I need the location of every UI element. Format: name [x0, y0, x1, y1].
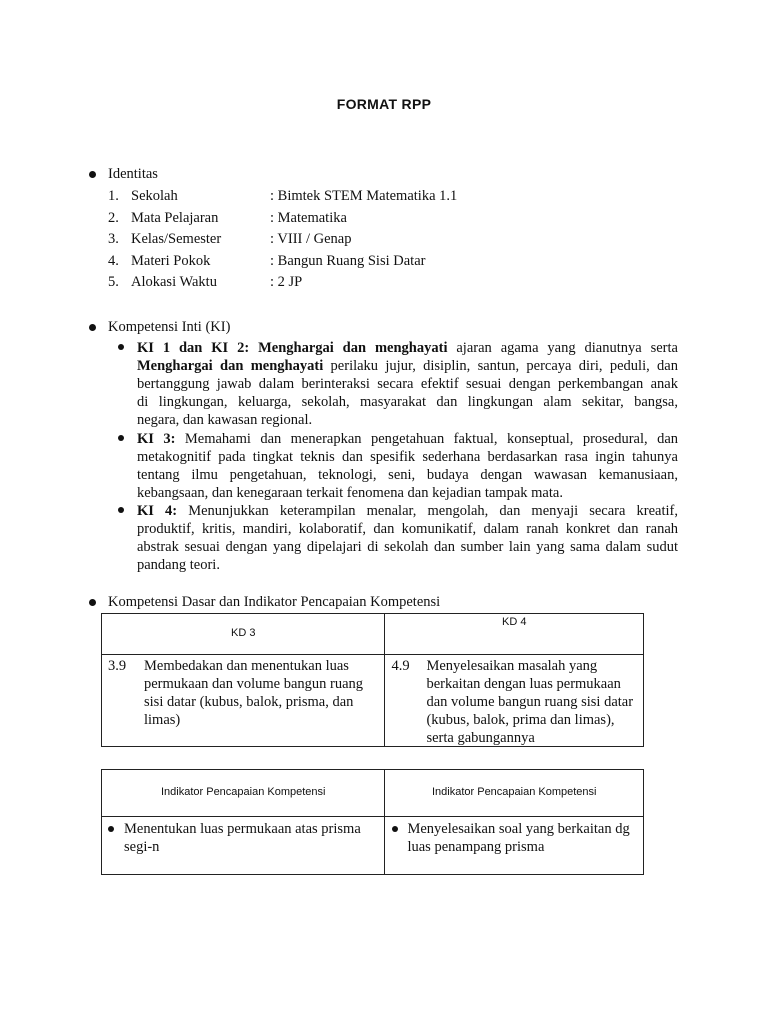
ki3-line: metakognitif pada tingkat teknis dan spesifik sederhana berdasarkan rasa ingin tahunya — [137, 449, 678, 465]
ipk-col1-line: segi-n — [124, 839, 160, 855]
kd3-header: KD 3 — [231, 627, 256, 639]
kd4-text-line: dan volume bangun ruang sisi datar — [426, 694, 634, 710]
ki12-line — [137, 339, 678, 357]
row-number: 4. — [108, 253, 119, 269]
ki3-line: kebangsaan, dan kenegaraan terkait fenomena dan kejadian tampak mata. — [137, 485, 563, 501]
kd3-number: 3.9 — [108, 658, 127, 674]
ki12-line: bertanggung jawab dalam berinteraksi secara efektif sesuai dengan perkembangan anak — [137, 376, 678, 392]
kd-heading: Kompetensi Dasar dan Indikator Pencapaian Kompetensi — [108, 594, 441, 610]
bullet-icon — [118, 344, 124, 350]
ki12-paragraph — [137, 339, 678, 429]
ki12-text: perilaku jujur, disiplin, santun, percaya diri, peduli, dan — [323, 358, 678, 374]
kd3-text-line: limas) — [144, 712, 181, 728]
bullet-icon — [118, 507, 124, 513]
page-title: FORMAT RPP — [336, 96, 432, 112]
row-number: 2. — [108, 210, 119, 226]
ki3-paragraph — [137, 430, 678, 502]
ki12-bold-label: KI 1 dan KI 2: Menghargai dan menghayati — [137, 340, 448, 356]
ki12-line — [137, 357, 678, 375]
ipk-col2-line: Menyelesaikan soal yang berkaitan dg — [407, 821, 630, 837]
kd4-header: KD 4 — [502, 616, 527, 628]
row-value: : 2 JP — [270, 274, 303, 290]
ki4-line: pandang teori. — [137, 557, 220, 573]
ki4-line: abstrak sesuai dengan yang dipelajari di sekolah dan sumber lain yang sama dalam sudut — [137, 539, 678, 555]
kd4-cell — [385, 655, 644, 747]
ipk-col1-header-cell — [102, 770, 385, 817]
ki3-bold-label: KI 3: — [137, 431, 176, 447]
ki4-paragraph — [137, 502, 678, 574]
ipk-col1-header: Indikator Pencapaian Kompetensi — [160, 786, 326, 798]
row-label: Alokasi Waktu — [131, 274, 217, 290]
bullet-icon — [118, 435, 124, 441]
ipk-col1-cell — [102, 817, 385, 875]
identitas-heading: Identitas — [108, 166, 158, 182]
kd3-header-cell — [102, 614, 385, 655]
kd4-text-line: serta gabungannya — [426, 730, 535, 746]
kd4-text-line: berkaitan dengan luas permukaan — [426, 676, 621, 692]
ki12-bold-label: Menghargai dan menghayati — [137, 358, 324, 374]
row-value: : Matematika — [270, 210, 347, 226]
ki4-text: Menunjukkan keterampilan menalar, mengolah, dan menyaji secara kreatif, — [177, 503, 679, 519]
kd4-header-cell — [385, 614, 644, 655]
ipk-col2-header-cell — [385, 770, 644, 817]
ki4-line: produktif, kritis, mandiri, kolaboratif, dan komunikatif, dalam ranah konkret dan ranah — [137, 521, 678, 537]
bullet-icon — [392, 826, 398, 832]
row-number: 1. — [108, 188, 119, 204]
ipk-col2-header: Indikator Pencapaian Kompetensi — [431, 786, 597, 798]
ki3-line: tentang ilmu pengetahuan, teknologi, seni, budaya dengan wawasan kemanusiaan, — [137, 467, 678, 483]
ipk-col1-line: Menentukan luas permukaan atas prisma — [124, 821, 361, 837]
ki12-line: di lingkungan, keluarga, sekolah, masyarakat dan lingkungan alam sekitar, bangsa, — [137, 394, 678, 410]
ki3-text: Memahami dan menerapkan pengetahuan faktual, konseptual, prosedural, dan — [175, 431, 679, 447]
kd3-cell — [102, 655, 385, 747]
bullet-icon — [89, 171, 96, 178]
row-label: Kelas/Semester — [131, 231, 222, 247]
row-label: Mata Pelajaran — [131, 210, 219, 226]
row-label: Materi Pokok — [131, 253, 211, 269]
row-label: Sekolah — [131, 188, 178, 204]
ki4-line — [137, 502, 678, 520]
ki-heading: Kompetensi Inti (KI) — [108, 319, 231, 335]
ipk-table — [101, 769, 644, 875]
kd3-text-line: Membedakan dan menentukan luas — [144, 658, 349, 674]
kd3-text-line: permukaan dan volume bangun ruang — [144, 676, 364, 692]
ipk-col2-cell — [385, 817, 644, 875]
row-number: 3. — [108, 231, 119, 247]
ki3-line — [137, 430, 678, 448]
kd4-number: 4.9 — [391, 658, 410, 674]
kd-table — [101, 613, 644, 747]
ki4-bold-label: KI 4: — [137, 503, 178, 519]
kd4-text-line: Menyelesaikan masalah yang — [426, 658, 598, 674]
row-number: 5. — [108, 274, 119, 290]
ki12-line: negara, dan kawasan regional. — [137, 412, 313, 428]
row-value: : Bimtek STEM Matematika 1.1 — [270, 188, 458, 204]
ki12-text: ajaran agama yang dianutnya serta — [447, 340, 678, 356]
bullet-icon — [89, 599, 96, 606]
row-value: : Bangun Ruang Sisi Datar — [270, 253, 426, 269]
kd4-text-line: (kubus, balok, prima dan limas), — [426, 712, 615, 728]
row-value: : VIII / Genap — [270, 231, 352, 247]
ipk-col2-line: luas penampang prisma — [407, 839, 545, 855]
bullet-icon — [108, 826, 114, 832]
bullet-icon — [89, 324, 96, 331]
kd3-text-line: sisi datar (kubus, balok, prisma, dan — [144, 694, 354, 710]
